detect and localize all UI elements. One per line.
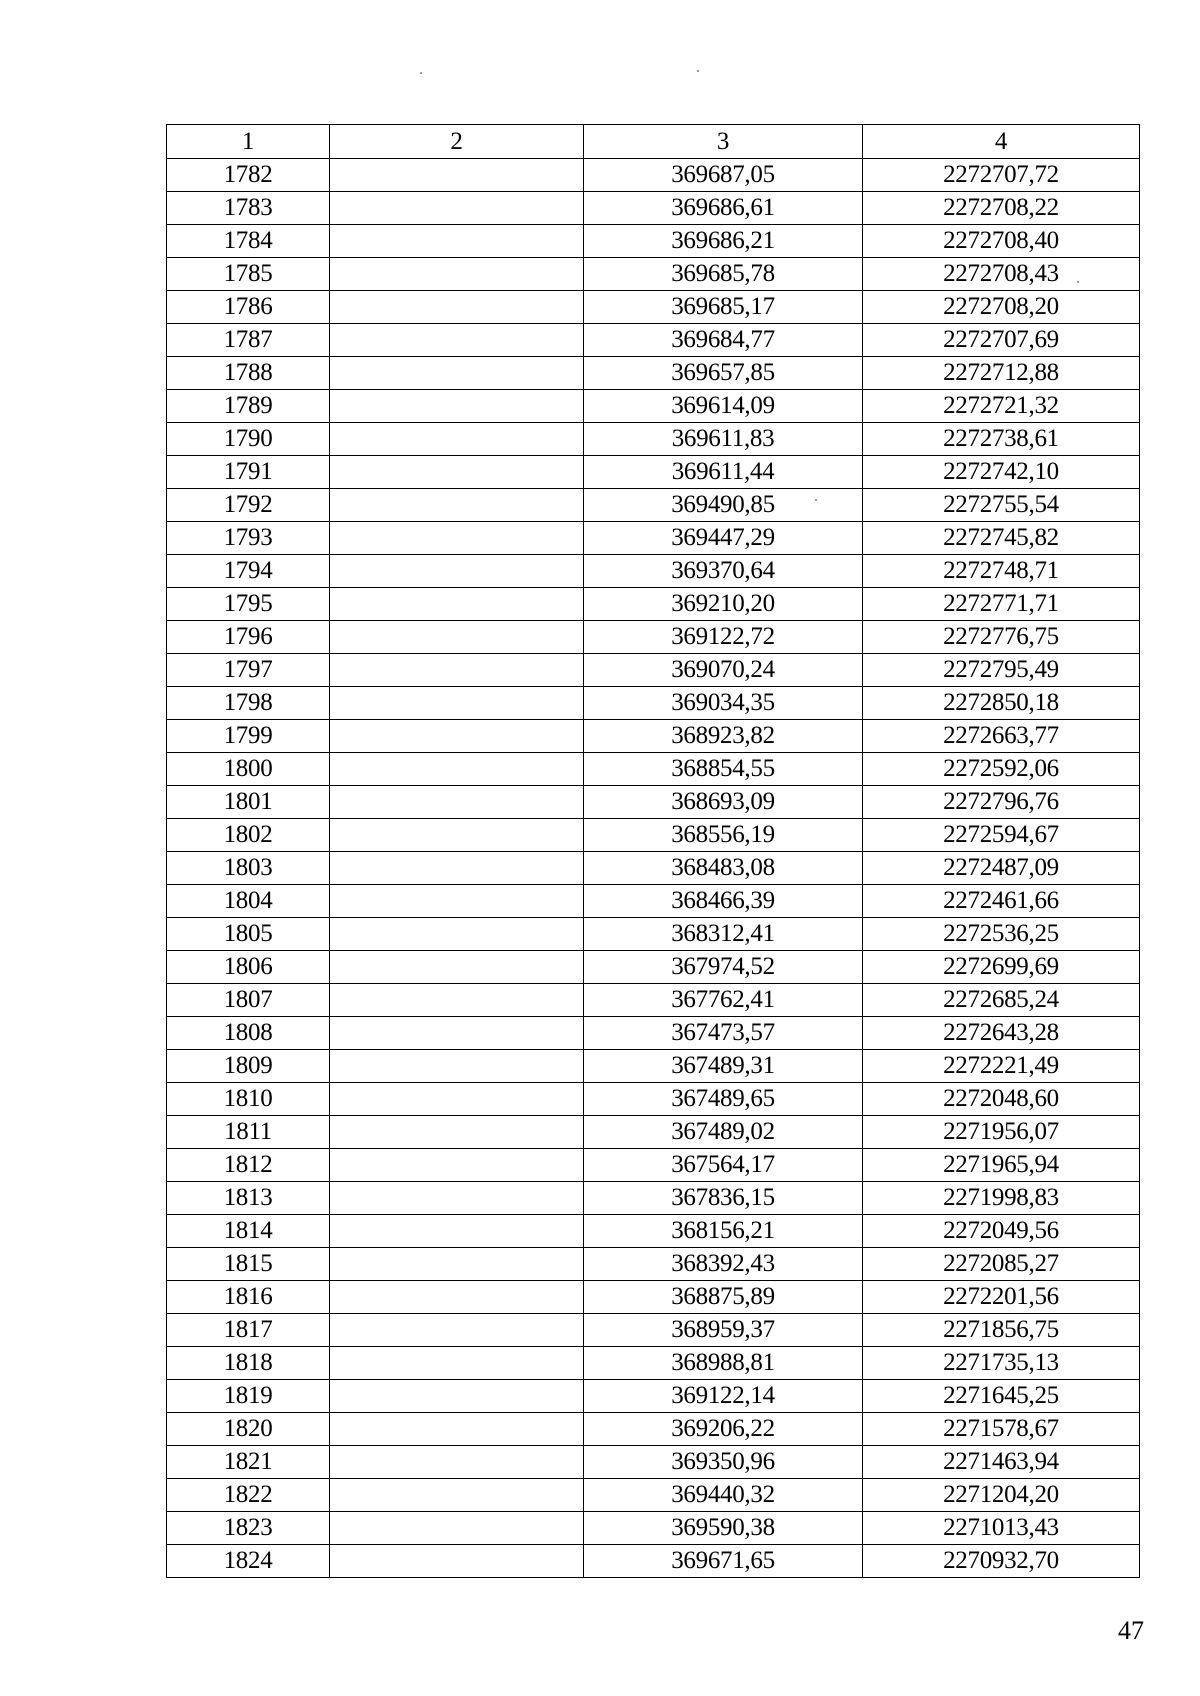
x-coordinate-cell: 369686,21 <box>584 225 863 258</box>
y-coordinate-cell: 2272643,28 <box>863 1017 1140 1050</box>
point-number-cell: 1799 <box>167 720 330 753</box>
point-number-cell: 1782 <box>167 159 330 192</box>
table-row <box>167 588 1140 621</box>
point-number-cell: 1789 <box>167 390 330 423</box>
y-coordinate-cell: 2272712,88 <box>863 357 1140 390</box>
column-2-cell <box>330 291 584 324</box>
table-row <box>167 489 1140 522</box>
column-2-cell <box>330 621 584 654</box>
column-2-cell <box>330 1050 584 1083</box>
y-coordinate-cell: 2271204,20 <box>863 1479 1140 1512</box>
table-row <box>167 852 1140 885</box>
point-number-cell: 1798 <box>167 687 330 720</box>
y-coordinate-cell: 2272745,82 <box>863 522 1140 555</box>
header-row <box>167 125 1140 159</box>
y-coordinate-cell: 2272461,66 <box>863 885 1140 918</box>
table-row <box>167 1281 1140 1314</box>
column-2-cell <box>330 588 584 621</box>
column-2-cell <box>330 456 584 489</box>
table-row <box>167 291 1140 324</box>
point-number-cell: 1791 <box>167 456 330 489</box>
point-number-cell: 1818 <box>167 1347 330 1380</box>
y-coordinate-cell: 2271856,75 <box>863 1314 1140 1347</box>
y-coordinate-cell: 2272487,09 <box>863 852 1140 885</box>
column-2-cell <box>330 1083 584 1116</box>
table-row <box>167 1050 1140 1083</box>
x-coordinate-cell: 369122,72 <box>584 621 863 654</box>
x-coordinate-cell: 369614,09 <box>584 390 863 423</box>
x-coordinate-cell: 368392,43 <box>584 1248 863 1281</box>
point-number-cell: 1794 <box>167 555 330 588</box>
x-coordinate-cell: 367489,65 <box>584 1083 863 1116</box>
column-2-cell <box>330 1347 584 1380</box>
column-2-cell <box>330 1545 584 1578</box>
table-row <box>167 555 1140 588</box>
table-row <box>167 1083 1140 1116</box>
table-row <box>167 786 1140 819</box>
x-coordinate-cell: 367473,57 <box>584 1017 863 1050</box>
x-coordinate-cell: 368312,41 <box>584 918 863 951</box>
y-coordinate-cell: 2271735,13 <box>863 1347 1140 1380</box>
y-coordinate-cell: 2272850,18 <box>863 687 1140 720</box>
x-coordinate-cell: 369350,96 <box>584 1446 863 1479</box>
point-number-cell: 1817 <box>167 1314 330 1347</box>
column-2-cell <box>330 192 584 225</box>
y-coordinate-cell: 2271965,94 <box>863 1149 1140 1182</box>
point-number-cell: 1787 <box>167 324 330 357</box>
column-2-cell <box>330 555 584 588</box>
x-coordinate-cell: 369122,14 <box>584 1380 863 1413</box>
point-number-cell: 1783 <box>167 192 330 225</box>
x-coordinate-cell: 369210,20 <box>584 588 863 621</box>
y-coordinate-cell: 2272738,61 <box>863 423 1140 456</box>
y-coordinate-cell: 2272742,10 <box>863 456 1140 489</box>
column-2-cell <box>330 918 584 951</box>
column-2-cell <box>330 852 584 885</box>
x-coordinate-cell: 368923,82 <box>584 720 863 753</box>
table-row <box>167 621 1140 654</box>
point-number-cell: 1820 <box>167 1413 330 1446</box>
table-row <box>167 1545 1140 1578</box>
table-row <box>167 357 1140 390</box>
y-coordinate-cell: 2272685,24 <box>863 984 1140 1017</box>
point-number-cell: 1788 <box>167 357 330 390</box>
x-coordinate-cell: 368959,37 <box>584 1314 863 1347</box>
point-number-cell: 1824 <box>167 1545 330 1578</box>
y-coordinate-cell: 2272592,06 <box>863 753 1140 786</box>
point-number-cell: 1807 <box>167 984 330 1017</box>
column-2-cell <box>330 1248 584 1281</box>
x-coordinate-cell: 369611,44 <box>584 456 863 489</box>
x-coordinate-cell: 367489,02 <box>584 1116 863 1149</box>
y-coordinate-cell: 2272771,71 <box>863 588 1140 621</box>
column-2-cell <box>330 423 584 456</box>
column-2-cell <box>330 984 584 1017</box>
x-coordinate-cell: 369657,85 <box>584 357 863 390</box>
column-2-cell <box>330 1149 584 1182</box>
table-row <box>167 819 1140 852</box>
column-header-2: 2 <box>330 125 584 159</box>
table-row <box>167 192 1140 225</box>
point-number-cell: 1801 <box>167 786 330 819</box>
y-coordinate-cell: 2272748,71 <box>863 555 1140 588</box>
column-2-cell <box>330 1479 584 1512</box>
table-row <box>167 951 1140 984</box>
x-coordinate-cell: 367762,41 <box>584 984 863 1017</box>
x-coordinate-cell: 369686,61 <box>584 192 863 225</box>
table-body <box>167 159 1140 1578</box>
table-row <box>167 918 1140 951</box>
table-row <box>167 390 1140 423</box>
x-coordinate-cell: 368156,21 <box>584 1215 863 1248</box>
x-coordinate-cell: 369447,29 <box>584 522 863 555</box>
column-2-cell <box>330 159 584 192</box>
x-coordinate-cell: 367836,15 <box>584 1182 863 1215</box>
column-header-3: 3 <box>584 125 863 159</box>
column-2-cell <box>330 1215 584 1248</box>
x-coordinate-cell: 368693,09 <box>584 786 863 819</box>
column-2-cell <box>330 951 584 984</box>
table-row <box>167 1017 1140 1050</box>
x-coordinate-cell: 369440,32 <box>584 1479 863 1512</box>
table-row <box>167 687 1140 720</box>
x-coordinate-cell: 369490,85 <box>584 489 863 522</box>
point-number-cell: 1790 <box>167 423 330 456</box>
x-coordinate-cell: 368988,81 <box>584 1347 863 1380</box>
y-coordinate-cell: 2272221,49 <box>863 1050 1140 1083</box>
x-coordinate-cell: 367564,17 <box>584 1149 863 1182</box>
x-coordinate-cell: 369370,64 <box>584 555 863 588</box>
point-number-cell: 1784 <box>167 225 330 258</box>
x-coordinate-cell: 369034,35 <box>584 687 863 720</box>
point-number-cell: 1811 <box>167 1116 330 1149</box>
column-2-cell <box>330 324 584 357</box>
column-2-cell <box>330 1281 584 1314</box>
table-row <box>167 885 1140 918</box>
y-coordinate-cell: 2272796,76 <box>863 786 1140 819</box>
x-coordinate-cell: 368875,89 <box>584 1281 863 1314</box>
y-coordinate-cell: 2272049,56 <box>863 1215 1140 1248</box>
table-row <box>167 258 1140 291</box>
y-coordinate-cell: 2270932,70 <box>863 1545 1140 1578</box>
x-coordinate-cell: 369687,05 <box>584 159 863 192</box>
column-2-cell <box>330 1380 584 1413</box>
point-number-cell: 1786 <box>167 291 330 324</box>
column-2-cell <box>330 489 584 522</box>
column-2-cell <box>330 390 584 423</box>
y-coordinate-cell: 2271578,67 <box>863 1413 1140 1446</box>
x-coordinate-cell: 369685,17 <box>584 291 863 324</box>
y-coordinate-cell: 2272699,69 <box>863 951 1140 984</box>
y-coordinate-cell: 2272201,56 <box>863 1281 1140 1314</box>
y-coordinate-cell: 2272707,69 <box>863 324 1140 357</box>
y-coordinate-cell: 2271998,83 <box>863 1182 1140 1215</box>
table-row <box>167 1314 1140 1347</box>
y-coordinate-cell: 2272721,32 <box>863 390 1140 423</box>
point-number-cell: 1822 <box>167 1479 330 1512</box>
y-coordinate-cell: 2272708,20 <box>863 291 1140 324</box>
table-row <box>167 1479 1140 1512</box>
table-row <box>167 159 1140 192</box>
column-2-cell <box>330 1116 584 1149</box>
point-number-cell: 1804 <box>167 885 330 918</box>
table-row <box>167 1446 1140 1479</box>
column-2-cell <box>330 1512 584 1545</box>
coordinates-table <box>166 124 1140 1578</box>
x-coordinate-cell: 369590,38 <box>584 1512 863 1545</box>
table-row <box>167 1182 1140 1215</box>
y-coordinate-cell: 2272776,75 <box>863 621 1140 654</box>
point-number-cell: 1797 <box>167 654 330 687</box>
y-coordinate-cell: 2272663,77 <box>863 720 1140 753</box>
table-row <box>167 1512 1140 1545</box>
table-row <box>167 654 1140 687</box>
table-header <box>167 125 1140 159</box>
column-2-cell <box>330 720 584 753</box>
column-2-cell <box>330 357 584 390</box>
column-2-cell <box>330 753 584 786</box>
y-coordinate-cell: 2271463,94 <box>863 1446 1140 1479</box>
x-coordinate-cell: 368466,39 <box>584 885 863 918</box>
y-coordinate-cell: 2271956,07 <box>863 1116 1140 1149</box>
point-number-cell: 1814 <box>167 1215 330 1248</box>
table-row <box>167 1380 1140 1413</box>
x-coordinate-cell: 369671,65 <box>584 1545 863 1578</box>
table-row <box>167 1248 1140 1281</box>
column-2-cell <box>330 258 584 291</box>
table-row <box>167 1413 1140 1446</box>
table-row <box>167 1215 1140 1248</box>
y-coordinate-cell: 2272594,67 <box>863 819 1140 852</box>
y-coordinate-cell: 2272085,27 <box>863 1248 1140 1281</box>
table-row <box>167 1347 1140 1380</box>
y-coordinate-cell: 2272708,43 <box>863 258 1140 291</box>
column-2-cell <box>330 687 584 720</box>
point-number-cell: 1792 <box>167 489 330 522</box>
y-coordinate-cell: 2272707,72 <box>863 159 1140 192</box>
table-row <box>167 984 1140 1017</box>
page-number: 47 <box>1118 1616 1144 1645</box>
column-2-cell <box>330 1017 584 1050</box>
y-coordinate-cell: 2271013,43 <box>863 1512 1140 1545</box>
column-2-cell <box>330 819 584 852</box>
point-number-cell: 1796 <box>167 621 330 654</box>
x-coordinate-cell: 369684,77 <box>584 324 863 357</box>
point-number-cell: 1800 <box>167 753 330 786</box>
column-2-cell <box>330 1446 584 1479</box>
point-number-cell: 1808 <box>167 1017 330 1050</box>
y-coordinate-cell: 2272708,22 <box>863 192 1140 225</box>
x-coordinate-cell: 368483,08 <box>584 852 863 885</box>
point-number-cell: 1816 <box>167 1281 330 1314</box>
point-number-cell: 1815 <box>167 1248 330 1281</box>
column-2-cell <box>330 885 584 918</box>
column-2-cell <box>330 1314 584 1347</box>
x-coordinate-cell: 369685,78 <box>584 258 863 291</box>
point-number-cell: 1806 <box>167 951 330 984</box>
point-number-cell: 1802 <box>167 819 330 852</box>
x-coordinate-cell: 367974,52 <box>584 951 863 984</box>
point-number-cell: 1793 <box>167 522 330 555</box>
y-coordinate-cell: 2272536,25 <box>863 918 1140 951</box>
point-number-cell: 1795 <box>167 588 330 621</box>
table-row <box>167 225 1140 258</box>
y-coordinate-cell: 2272048,60 <box>863 1083 1140 1116</box>
y-coordinate-cell: 2271645,25 <box>863 1380 1140 1413</box>
x-coordinate-cell: 369206,22 <box>584 1413 863 1446</box>
x-coordinate-cell: 368854,55 <box>584 753 863 786</box>
point-number-cell: 1810 <box>167 1083 330 1116</box>
point-number-cell: 1809 <box>167 1050 330 1083</box>
x-coordinate-cell: 369611,83 <box>584 423 863 456</box>
point-number-cell: 1819 <box>167 1380 330 1413</box>
scan-speck <box>420 72 422 74</box>
column-2-cell <box>330 1182 584 1215</box>
y-coordinate-cell: 2272755,54 <box>863 489 1140 522</box>
column-2-cell <box>330 225 584 258</box>
table-row <box>167 1149 1140 1182</box>
column-header-4: 4 <box>863 125 1140 159</box>
point-number-cell: 1821 <box>167 1446 330 1479</box>
point-number-cell: 1805 <box>167 918 330 951</box>
table-row <box>167 423 1140 456</box>
x-coordinate-cell: 369070,24 <box>584 654 863 687</box>
table-row <box>167 522 1140 555</box>
point-number-cell: 1813 <box>167 1182 330 1215</box>
point-number-cell: 1785 <box>167 258 330 291</box>
column-2-cell <box>330 522 584 555</box>
table-row <box>167 1116 1140 1149</box>
table-row <box>167 753 1140 786</box>
point-number-cell: 1803 <box>167 852 330 885</box>
y-coordinate-cell: 2272708,40 <box>863 225 1140 258</box>
point-number-cell: 1812 <box>167 1149 330 1182</box>
y-coordinate-cell: 2272795,49 <box>863 654 1140 687</box>
table-row <box>167 720 1140 753</box>
column-2-cell <box>330 654 584 687</box>
column-2-cell <box>330 1413 584 1446</box>
point-number-cell: 1823 <box>167 1512 330 1545</box>
x-coordinate-cell: 368556,19 <box>584 819 863 852</box>
x-coordinate-cell: 367489,31 <box>584 1050 863 1083</box>
table-row <box>167 324 1140 357</box>
scan-speck <box>697 70 699 72</box>
table-row <box>167 456 1140 489</box>
column-header-1: 1 <box>167 125 330 159</box>
column-2-cell <box>330 786 584 819</box>
